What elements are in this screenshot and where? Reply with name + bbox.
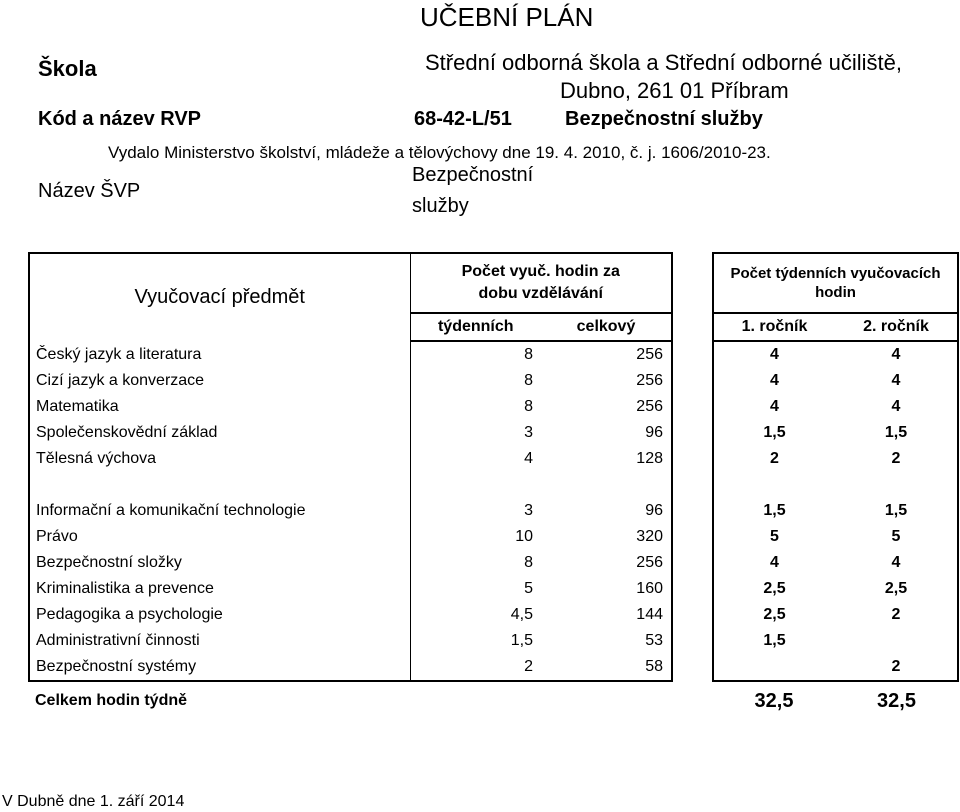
total-year1: 32,5 xyxy=(754,689,794,712)
total-year2: 32,5 xyxy=(877,689,916,712)
year2-hours xyxy=(835,628,958,654)
year2-hours: 4 xyxy=(835,368,958,394)
total-hours: 160 xyxy=(541,576,672,602)
total-hours: 256 xyxy=(541,394,672,420)
subject-name: Cizí jazyk a konverzace xyxy=(29,368,410,394)
total-hours: 256 xyxy=(541,368,672,394)
total-hours: 256 xyxy=(541,341,672,368)
hours-header-line1: Počet vyuč. hodin za xyxy=(461,263,620,280)
weekly-hours: 5 xyxy=(524,580,533,597)
year2-hours: 2 xyxy=(835,654,958,681)
group-separator xyxy=(29,472,958,498)
total-hours: 256 xyxy=(541,550,672,576)
year1-hours: 2,5 xyxy=(713,576,835,602)
table-row xyxy=(29,394,958,420)
weekly-header-line2: hodin xyxy=(815,284,856,301)
weekly-hours: 8 xyxy=(524,372,533,389)
subject-name: Právo xyxy=(29,524,410,550)
year2-hours: 1,5 xyxy=(835,498,958,524)
year1-hours: 2 xyxy=(713,446,835,472)
document-title: UČEBNÍ PLÁN xyxy=(420,2,594,32)
rvp-label: Kód a název RVP xyxy=(38,108,202,130)
table-row xyxy=(29,628,958,654)
total-label: Celkem hodin týdně xyxy=(35,692,188,709)
weekly-hours: 3 xyxy=(524,502,533,519)
weekly-hours: 4 xyxy=(524,450,533,467)
subject-name: Společenskovědní základ xyxy=(29,420,410,446)
total-hours: 96 xyxy=(541,498,672,524)
school-label: Škola xyxy=(38,56,97,81)
rvp-name: Bezpečnostní služby xyxy=(565,108,763,130)
year1-hours xyxy=(713,654,835,681)
hours-header-line2: dobu vzdělávání xyxy=(478,285,603,302)
table-row xyxy=(29,446,958,472)
year2-hours: 2 xyxy=(835,446,958,472)
footer-date: V Dubně dne 1. září 2014 xyxy=(2,793,185,810)
weekly-hours: 8 xyxy=(524,554,533,571)
subheader-total: celkový xyxy=(541,313,672,341)
weekly-hours: 8 xyxy=(524,346,533,363)
table-row xyxy=(29,498,958,524)
year2-hours: 4 xyxy=(835,394,958,420)
weekly-column-header xyxy=(713,253,958,313)
year2-hours: 5 xyxy=(835,524,958,550)
svp-label: Název ŠVP xyxy=(38,180,141,202)
weekly-hours: 4,5 xyxy=(510,606,533,623)
rvp-code: 68-42-L/51 xyxy=(414,108,512,130)
subject-name: Kriminalistika a prevence xyxy=(29,576,410,602)
total-hours: 128 xyxy=(541,446,672,472)
curriculum-table xyxy=(28,252,959,720)
total-hours: 320 xyxy=(541,524,672,550)
year2-hours: 1,5 xyxy=(835,420,958,446)
subheader-weekly: týdenních xyxy=(410,313,541,341)
subject-name: Informační a komunikační technologie xyxy=(29,498,410,524)
table-row xyxy=(29,576,958,602)
year1-hours: 1,5 xyxy=(713,628,835,654)
table-row xyxy=(29,602,958,628)
table-row xyxy=(29,341,958,368)
weekly-hours: 3 xyxy=(524,424,533,441)
hours-column-header xyxy=(410,253,672,313)
year1-hours: 1,5 xyxy=(713,498,835,524)
table-row xyxy=(29,420,958,446)
weekly-hours: 10 xyxy=(515,528,533,545)
subject-name: Pedagogika a psychologie xyxy=(29,602,410,628)
table-header-row xyxy=(29,253,958,313)
subject-name: Český jazyk a literatura xyxy=(29,341,410,368)
issued-by-note: Vydalo Ministerstvo školství, mládeže a tělovýchovy dne 19. 4. 2010, č. j. 1606/2010-23. xyxy=(108,143,771,162)
svp-name-line2: služby xyxy=(412,195,469,217)
year1-hours: 1,5 xyxy=(713,420,835,446)
subheader-year2: 2. ročník xyxy=(835,313,958,341)
subheader-year1: 1. ročník xyxy=(713,313,835,341)
total-row xyxy=(29,681,958,720)
subject-name: Administrativní činnosti xyxy=(29,628,410,654)
subject-name: Tělesná výchova xyxy=(29,446,410,472)
year1-hours: 5 xyxy=(713,524,835,550)
table-row xyxy=(29,550,958,576)
year1-hours: 4 xyxy=(713,550,835,576)
year1-hours: 4 xyxy=(713,368,835,394)
subject-name: Matematika xyxy=(29,394,410,420)
subject-name: Bezpečnostní systémy xyxy=(29,654,410,681)
total-hours: 96 xyxy=(541,420,672,446)
subject-column-header: Vyučovací předmět xyxy=(29,253,410,341)
school-name-line2: Dubno, 261 01 Příbram xyxy=(560,78,789,103)
weekly-hours: 8 xyxy=(524,398,533,415)
table-row xyxy=(29,524,958,550)
table-row xyxy=(29,654,958,681)
total-hours: 53 xyxy=(541,628,672,654)
total-hours: 144 xyxy=(541,602,672,628)
year1-hours: 4 xyxy=(713,394,835,420)
year2-hours: 4 xyxy=(835,550,958,576)
year1-hours: 2,5 xyxy=(713,602,835,628)
table-row xyxy=(29,368,958,394)
year1-hours: 4 xyxy=(713,341,835,368)
svp-name-line1: Bezpečnostní xyxy=(412,164,534,186)
total-hours: 58 xyxy=(541,654,672,681)
subject-name: Bezpečnostní složky xyxy=(29,550,410,576)
year2-hours: 4 xyxy=(835,341,958,368)
year2-hours: 2,5 xyxy=(835,576,958,602)
year2-hours: 2 xyxy=(835,602,958,628)
weekly-hours: 1,5 xyxy=(510,632,533,649)
weekly-header-line1: Počet týdenních vyučovacích xyxy=(730,265,941,282)
school-name-line1: Střední odborná škola a Střední odborné učiliště, xyxy=(425,50,902,75)
weekly-hours: 2 xyxy=(410,654,541,681)
